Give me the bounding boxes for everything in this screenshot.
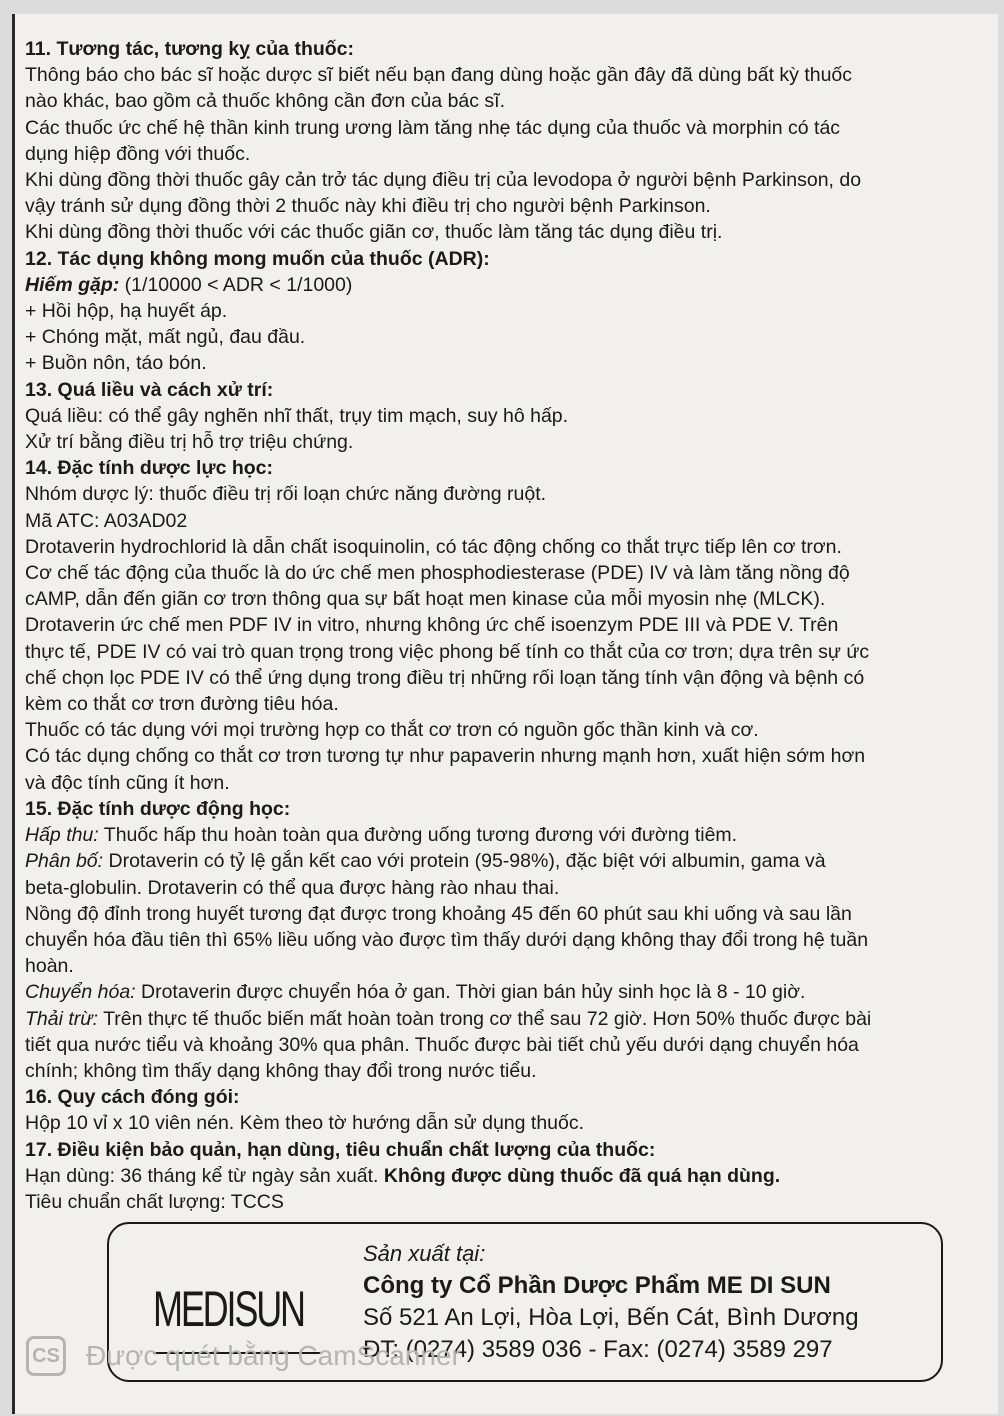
- line-label: Chuyển hóa:: [25, 981, 136, 1004]
- body-line: cAMP, dẫn đến giãn cơ trơn thông qua sự bất hoạt men kinase của mỗi myosin nhẹ (MLCK).: [25, 588, 826, 611]
- line-text: Thuốc hấp thu hoàn toàn qua đường uống tương đương với đường tiêm.: [98, 824, 738, 847]
- section-heading: 17. Điều kiện bảo quản, hạn dùng, tiêu chuẩn chất lượng của thuốc:: [25, 1138, 656, 1161]
- section-heading: 15. Đặc tính dược động học:: [25, 797, 291, 820]
- body-line: + Hồi hộp, hạ huyết áp.: [25, 300, 228, 323]
- mixed-line: [25, 1163, 985, 1189]
- body-line: chuyển hóa đầu tiên thì 65% liều uống vào được tìm thấy dưới dạng không thay đổi trong hệ tuần: [25, 928, 869, 951]
- section-heading: 12. Tác dụng không mong muốn của thuốc (ADR):: [25, 247, 490, 270]
- section-heading: 16. Quy cách đóng gói:: [25, 1086, 240, 1109]
- company-address: Số 521 An Lợi, Hòa Lợi, Bến Cát, Bình Dương: [363, 1304, 859, 1331]
- body-line: hoàn.: [25, 955, 74, 978]
- body-line: vậy tránh sử dụng đồng thời 2 thuốc này khi điều trị cho người bệnh Parkinson.: [25, 195, 711, 218]
- body-line: Drotaverin hydrochlorid là dẫn chất isoquinolin, có tác động chống co thắt trực tiếp lên cơ trơn.: [25, 535, 842, 558]
- body-line: tiết qua nước tiểu và khoảng 30% qua phân. Thuốc được bài tiết chủ yếu dưới dạng chuyển hóa: [25, 1033, 859, 1056]
- body-line: Thông báo cho bác sĩ hoặc dược sĩ biết nếu bạn đang dùng hoặc gần đây đã dùng bất kỳ thuốc: [25, 64, 853, 87]
- body-line: + Chóng mặt, mất ngủ, đau đầu.: [25, 326, 306, 349]
- camscanner-icon: CS: [26, 1336, 66, 1376]
- body-line: dụng hiệp đồng với thuốc.: [25, 142, 251, 165]
- line-label: Hiếm gặp:: [25, 273, 120, 296]
- line-label: Phân bố:: [25, 850, 104, 873]
- company-phone: ĐT: (0274) 3589 036 - Fax: (0274) 3589 297: [363, 1336, 833, 1363]
- labeled-line: [25, 848, 985, 874]
- line-bold-text: Không được dùng thuốc đã quá hạn dùng.: [383, 1164, 781, 1187]
- labeled-line: [25, 979, 985, 1005]
- body-line: Thuốc có tác dụng với mọi trường hợp co thắt cơ trơn có nguồn gốc thần kinh và cơ.: [25, 719, 759, 742]
- line-label: Hấp thu:: [25, 824, 99, 847]
- body-line: Hộp 10 vỉ x 10 viên nén. Kèm theo tờ hướng dẫn sử dụng thuốc.: [25, 1112, 585, 1135]
- line-text: (1/10000 < ADR < 1/1000): [119, 273, 353, 296]
- line-text: Hạn dùng: 36 tháng kể từ ngày sản xuất.: [25, 1164, 384, 1187]
- body-line: Khi dùng đồng thời thuốc với các thuốc giãn cơ, thuốc làm tăng tác dụng điều trị.: [25, 221, 723, 244]
- body-line: Khi dùng đồng thời thuốc gây cản trở tác dụng điều trị của levodopa ở người bệnh Parkinson, do: [25, 169, 862, 192]
- body-line: thực tế, PDE IV có vai trò quan trọng trong việc phong bế tính co thắt của cơ trơn; dựa trên sự ức: [25, 640, 870, 663]
- labeled-line: [25, 272, 985, 298]
- body-line: Các thuốc ức chế hệ thần kinh trung ương làm tăng nhẹ tác dụng của thuốc và morphin có tác: [25, 116, 841, 139]
- body-line: và độc tính cũng ít hơn.: [25, 771, 230, 794]
- body-line: Tiêu chuẩn chất lượng: TCCS: [25, 1190, 284, 1213]
- body-line: Drotaverin ức chế men PDF IV in vitro, nhưng không ức chế isoenzym PDE III và PDE V. Trên: [25, 614, 839, 637]
- body-line: chính; không tìm thấy dạng không thay đổi trong nước tiểu.: [25, 1059, 537, 1082]
- line-text: Drotaverin được chuyển hóa ở gan. Thời gian bán hủy sinh học là 8 - 10 giờ.: [135, 981, 806, 1004]
- body-line: Mã ATC: A03AD02: [25, 509, 188, 532]
- line-label: Thải trừ:: [25, 1007, 99, 1030]
- camscanner-watermark: [26, 1336, 461, 1376]
- medisun-logo: MEDISUN: [153, 1281, 304, 1337]
- line-text: Trên thực tế thuốc biến mất hoàn toàn trong cơ thể sau 72 giờ. Hơn 50% thuốc được bài: [98, 1007, 872, 1030]
- document-page: [12, 14, 998, 1414]
- body-line: beta-globulin. Drotaverin có thể qua được hàng rào nhau thai.: [25, 876, 560, 899]
- line-text: Drotaverin có tỷ lệ gắn kết cao với protein (95-98%), đặc biệt với albumin, gama và: [103, 850, 826, 873]
- body-line: Cơ chế tác động của thuốc là do ức chế men phosphodiesterase (PDE) IV và làm tăng nồng độ: [25, 562, 850, 585]
- body-line: Quá liều: có thể gây nghẽn nhĩ thất, trụy tim mạch, suy hô hấp.: [25, 404, 569, 427]
- company-name: Công ty Cổ Phần Dược Phẩm ME DI SUN: [363, 1272, 831, 1299]
- body-line: chế chọn lọc PDE IV có thể ứng dụng trong điều trị những rối loạn tăng tính vận động và bệnh có: [25, 666, 865, 689]
- document-body: [25, 36, 985, 1215]
- made-at-label: Sản xuất tại:: [363, 1241, 486, 1266]
- body-line: Xử trí bằng điều trị hỗ trợ triệu chứng.: [25, 431, 354, 454]
- body-line: Có tác dụng chống co thắt cơ trơn tương tự như papaverin nhưng mạnh hơn, xuất hiện sớm hơn: [25, 745, 866, 768]
- body-line: + Buồn nôn, táo bón.: [25, 352, 207, 375]
- section-heading: 11. Tương tác, tương kỵ của thuốc:: [25, 38, 355, 60]
- section-heading: 14. Đặc tính dược lực học:: [25, 457, 273, 480]
- labeled-line: [25, 822, 985, 848]
- body-line: Nhóm dược lý: thuốc điều trị rối loạn chức năng đường ruột.: [25, 483, 547, 506]
- body-line: Nồng độ đỉnh trong huyết tương đạt được trong khoảng 45 đến 60 phút sau khi uống và sau lần: [25, 902, 852, 925]
- body-line: nào khác, bao gồm cả thuốc không cần đơn của bác sĩ.: [25, 90, 506, 113]
- section-heading: 13. Quá liều và cách xử trí:: [25, 378, 274, 401]
- body-line: kèm co thắt cơ trơn đường tiêu hóa.: [25, 693, 339, 716]
- labeled-line: [25, 1006, 985, 1032]
- watermark-text: Được quét bằng CamScanner: [86, 1340, 461, 1371]
